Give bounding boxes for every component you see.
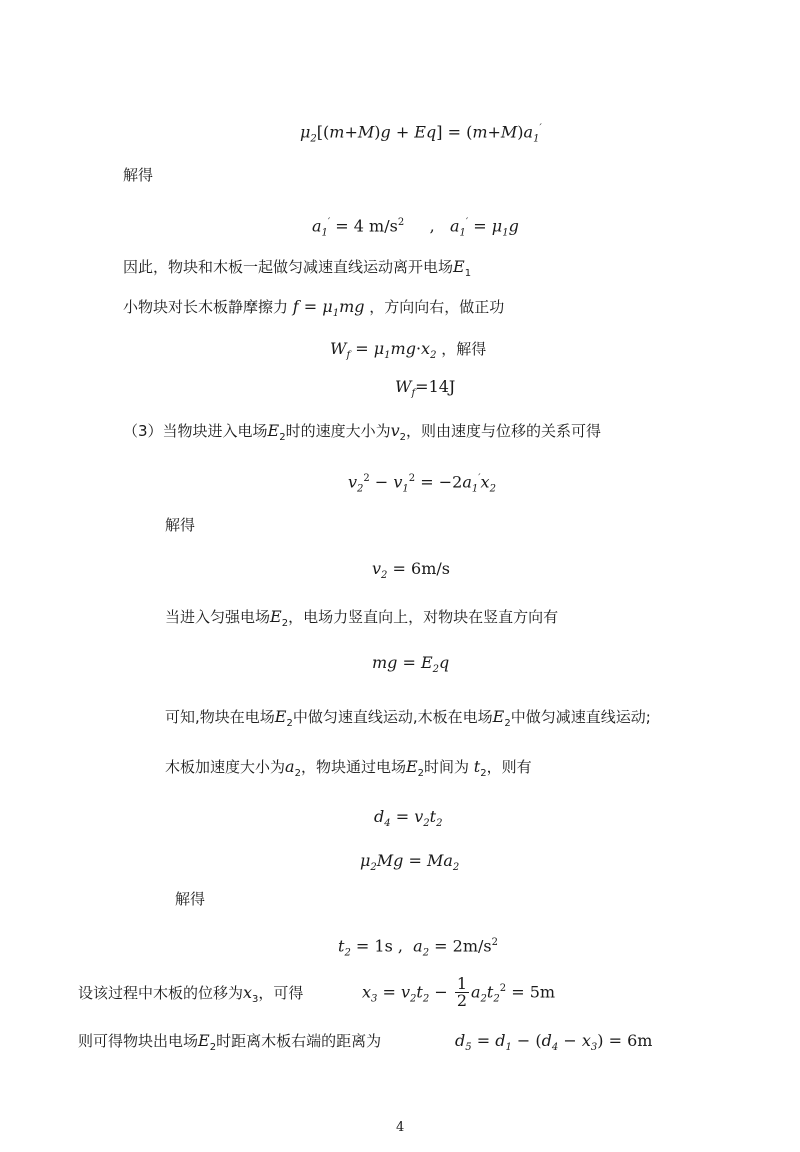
- page-number: 4: [396, 1120, 405, 1135]
- equation-v2: $v_2 = 6m/s$: [372, 559, 450, 582]
- text-board-acceleration: 木板加速度大小为$a_2$，物块通过电场$E_2$时间为 $t_2$，则有: [165, 757, 532, 779]
- text-d5-intro: 则可得物块出电场$E_2$时距离木板右端的距离为: [78, 1031, 382, 1053]
- text-x3-intro: 设该过程中木板的位移为$x_3$，可得: [78, 983, 304, 1005]
- equation-v2-v1: $v_2^2 - v_1^2 = -2a_1'x_2$: [348, 472, 496, 495]
- text-leave-field: 因此，物块和木板一起做匀减速直线运动离开电场$E_1$: [123, 257, 472, 279]
- text-enter-e2: 当进入匀强电场$E_2$，电场力竖直向上，对物块在竖直方向有: [165, 607, 559, 629]
- text-static-friction: 小物块对长木板静摩擦力 $f = \mu_1mg$ ，方向向右，做正功: [123, 297, 505, 320]
- equation-a1: $a_1' = 4$ $m/s^2$ , $a_1' = \mu_1g$: [312, 216, 519, 239]
- text-knowable: 可知,物块在电场$E_2$中做匀速直线运动,木板在电场$E_2$中做匀减速直线运动;: [165, 707, 651, 729]
- equation-mu2-force: $\mu_2[(m+M)g + Eq] = (m+M)a_1'$: [300, 122, 542, 145]
- equation-mu2Mg: $\mu_2Mg = Ma_2$: [360, 851, 460, 874]
- equation-wf-value: $W_f=14J$: [395, 377, 456, 400]
- text-part-3: （3）当物块进入电场$E_2$时的速度大小为$v_2$，则由速度与位移的关系可得: [123, 421, 602, 443]
- equation-x3: $x_3 = v_2t_2$ − $\frac{1}{2}$ $a_2t_2^2 = 5m$: [362, 974, 556, 1011]
- equation-wf: $W_f = \mu_1mg\cdot x_2$ ，解得: [330, 339, 487, 362]
- equation-d4: $d_4 = v_2t_2$: [374, 807, 443, 830]
- label-jiede-1: 解得: [123, 166, 154, 184]
- equation-mg: mg = $E_2q$: [372, 653, 450, 676]
- equation-d5: $d_5 = d_1 - (d_4 - x_3) = 6m$: [455, 1031, 653, 1054]
- fraction-one-half: $\frac{1}{2}$: [456, 974, 467, 1011]
- equation-t2-a2: $t_2 = 1s$ , $a_2 = 2m/s^2$: [338, 936, 498, 959]
- label-jiede-3: 解得: [175, 890, 206, 908]
- label-jiede-2: 解得: [165, 516, 196, 534]
